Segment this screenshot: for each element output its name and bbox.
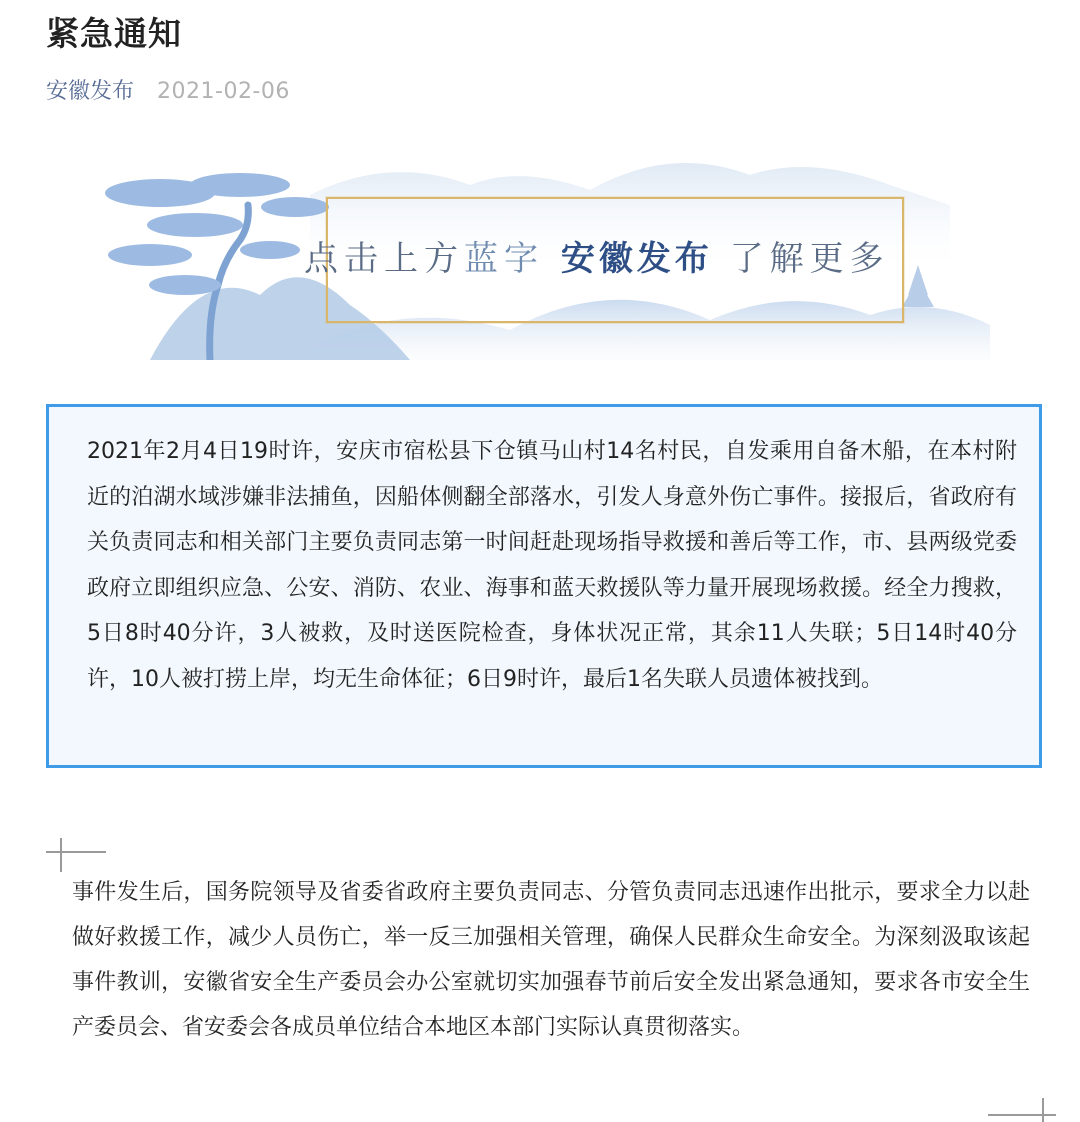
banner-caption: [304, 231, 890, 280]
banner-brand: 安徽发布: [560, 239, 713, 279]
publish-date: 2021-02-06: [157, 79, 290, 104]
corner-mark-top-left: [60, 838, 62, 872]
corner-mark-bottom-right-h: [988, 1114, 1056, 1116]
article-meta: [46, 74, 290, 105]
small-pine: [902, 265, 934, 307]
banner-text-suffix: 了解更多: [729, 239, 890, 279]
corner-mark-top-left-h: [46, 851, 106, 853]
summary-callout-box: [46, 404, 1042, 768]
banner-text-blue: 蓝字: [464, 239, 544, 279]
follow-banner[interactable]: [90, 145, 990, 360]
corner-mark-bottom-right: [1042, 1098, 1044, 1122]
article-title: 紧急通知: [46, 14, 182, 53]
author-link[interactable]: 安徽发布: [46, 79, 135, 104]
banner-text-prefix: 点击上方: [304, 239, 464, 279]
body-paragraph: 事件发生后，国务院领导及省委省政府主要负责同志、分管负责同志迅速作出批示，要求全力以赴做好救援工作，减少人员伤亡，举一反三加强相关管理，确保人民群众生命安全。为深刻汲取该起事件教训，安徽省安全生产委员会办公室就切实加强春节前后安全发出紧急通知，要求各市安全生产委员会、省安委会各成员单位结合本地区本部门实际认真贯彻落实。: [72, 880, 1030, 1040]
summary-paragraph: 2021年2月4日19时许，安庆市宿松县下仓镇马山村14名村民，自发乘用自备木船，在本村附近的泊湖水域涉嫌非法捕鱼，因船体侧翻全部落水，引发人身意外伤亡事件。接报后，省政府有关负责同志和相关部门主要负责同志第一时间赶赴现场指导救援和善后等工作，市、县两级党委政府立即组织应急、公安、消防、农业、海事和蓝天救援队等力量开展现场救援。经全力搜救，5日8时40分许，3人被救，及时送医院检查，身体状况正常，其余11人失联；5日14时40分许，10人被打捞上岸，均无生命体征；6日9时许，最后1名失联人员遗体被找到。: [87, 439, 1017, 692]
